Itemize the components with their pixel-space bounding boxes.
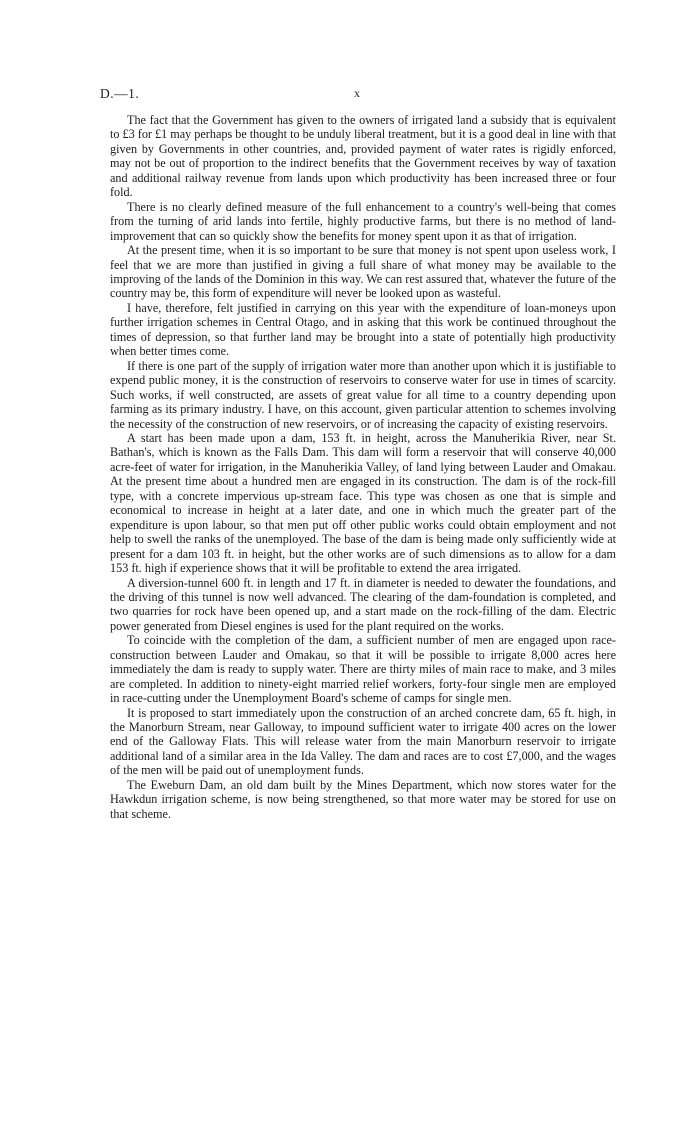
document-reference: D.—1. xyxy=(100,86,140,101)
paragraph-manorburn-dam: It is proposed to start immediately upon the construction of an arched concrete dam, 65 ft. high, in the Manorburn Stream, near Galloway, to impound sufficient water to irrigate 400 acres on the lower end of the Galloway Flats. This will release water from the main Manorburn reservoir to irrigate additional land of a similar area in the Ida Valley. The dam and races are to cost £7,000, and the wages of the men will be paid out of unemployment funds. xyxy=(110,705,616,778)
paragraph-present-time: At the present time, when it is so important to be sure that money is not spent upon useless work, I feel that we are more than justified in giving a full share of what money may be available to the improving of the lands of the Dominion in this way. We can rest assured that, whatever the future of the country may be, this form of expenditure will never be looked upon as wasteful. xyxy=(110,243,616,301)
page-header xyxy=(100,86,610,106)
paragraph-reservoirs: If there is one part of the supply of irrigation water more than another upon which it is justifiable to expend public money, it is the construction of reservoirs to conserve water for use in times of scarcity. Such works, if well constructed, are assets of great value for all time to a country depending upon farming as its primary industry. I have, on this account, given particular attention to schemes involving the necessity of the construction of new reservoirs, or of increasing the capacity of existing reservoirs. xyxy=(110,358,616,431)
paragraph-well-being: There is no clearly defined measure of the full enhancement to a country's well-being that comes from the turning of arid lands into fertile, highly productive farms, but there is no method of land-improvement that can so quickly show the benefits for money spent upon it as that of irrigation. xyxy=(110,199,616,243)
paragraph-diversion-tunnel: A diversion-tunnel 600 ft. in length and 17 ft. in diameter is needed to dewater the foundations, and the driving of this tunnel is now well advanced. The clearing of the dam-foundation is completed, and two quarries for rock have been opened up, and a start made on the rock-filling of the dam. Electric power generated from Diesel engines is used for the plant required on the works. xyxy=(110,575,616,633)
paragraph-loan-moneys: I have, therefore, felt justified in carrying on this year with the expenditure of loan-moneys upon further irrigation schemes in Central Otago, and in asking that this work be continued throughout the times of depression, so that further land may be brought into a state of potentially high productivity when better times come. xyxy=(110,300,616,359)
paragraph-race-construction: To coincide with the completion of the dam, a sufficient number of men are engaged upon race-construction between Lauder and Omakau, so that it will be possible to irrigate 8,000 acres here immediately the dam is ready to supply water. There are thirty miles of main race to make, and 3 miles are completed. In addition to ninety-eight married relief workers, forty-four single men are employed in race-cutting under the Unemployment Board's scheme of camps for single men. xyxy=(110,633,616,706)
page-number: x xyxy=(354,86,360,100)
paragraph-falls-dam: A start has been made upon a dam, 153 ft. in height, across the Manuherikia River, near St. Bathan's, which is known as the Falls Dam. This dam will form a reservoir that will conserve 40,000 acre-feet of water for irrigation, in the Manuherikia Valley, of land lying between Lauder and Omakau. At the present time about a hundred men are engaged in its construction. The dam is of the rock-fill type, with a concrete impervious up-stream face. This type was chosen as one that is simple and economical to increase in height at a later date, and one in which much the greater part of the expenditure is upon labour, so that men put off other public works could obtain employment and not help to swell the ranks of the unemployed. The base of the dam is being made only sufficiently wide at present for a dam 103 ft. in height, but the other works are of such dimensions as to allow for a dam 153 ft. high if experience shows that it will be profitable to extend the area irrigated. xyxy=(110,430,616,576)
paragraph-eweburn-dam: The Eweburn Dam, an old dam built by the Mines Department, which now stores water for the Hawkdun irrigation scheme, is now being strengthened, so that more water may be stored for use on that scheme. xyxy=(110,777,616,821)
paragraph-subsidy: The fact that the Government has given to the owners of irrigated land a subsidy that is equivalent to £3 for £1 may perhaps be thought to be unduly liberal treatment, but it is a good deal in line with that given by Governments in other countries, and, provided payment of water rates is rigidly enforced, may not be out of proportion to the indirect benefits that the Government receives by way of taxation and additional railway revenue from lands upon which productivity has been increased three or four fold. xyxy=(110,113,617,200)
document-body xyxy=(110,113,616,821)
